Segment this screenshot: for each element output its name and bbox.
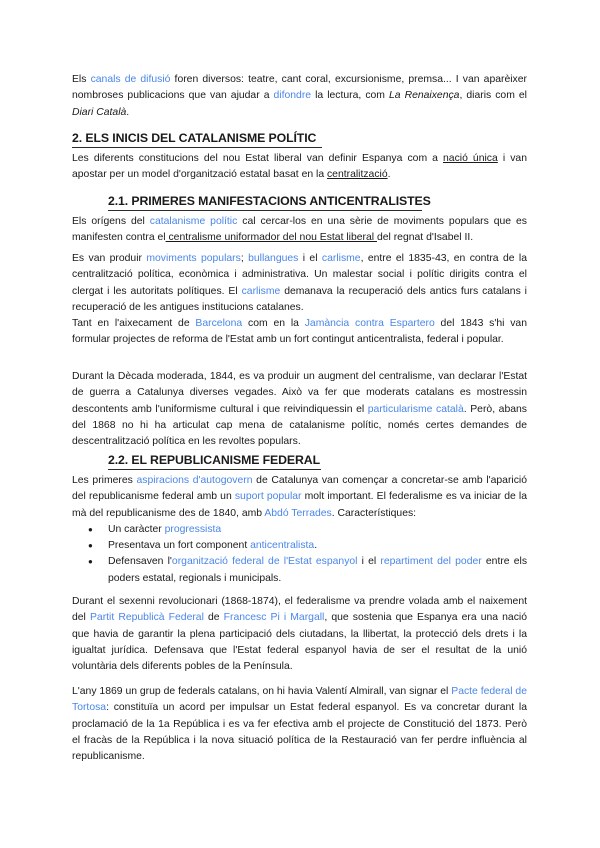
section-2-underline (72, 147, 322, 148)
link-abdo-terrades[interactable]: Abdó Terrades (264, 507, 332, 519)
link-bullangues[interactable]: bullangues (248, 253, 299, 264)
text-run: . Però, abans del 1868 no hi ha articulat cap mena de catalanisme polític, només certes demandes de descentralització política en les revoltes populars. (72, 403, 527, 448)
text-run: . Característiques: (331, 507, 417, 519)
link-francesc-pi-i-margall[interactable]: Francesc Pi i Margall (223, 612, 325, 624)
section-2-1-text-1 (72, 214, 527, 247)
link-repartiment-del-poder[interactable]: repartiment del poder (380, 556, 482, 568)
link-jamancia-contra-espartero[interactable]: Jamància contra Espartero (304, 318, 435, 330)
text-run: Durant el sexenni revolucionari (1868-1874), el federalisme va prendre volada amb el naixement del (72, 596, 527, 624)
link-partit-republica-federal[interactable]: Partit Republicà Federal (89, 612, 204, 624)
section-2-1-paragraph-1 (72, 214, 527, 247)
title-la-renaixenca: La Renaixença (388, 90, 460, 102)
section-2-heading: 2. ELS INICIS DEL CATALANISME POLÍTIC (72, 131, 317, 145)
intro-text (72, 72, 527, 121)
text-run: Tant en l'aixecament de (72, 318, 196, 330)
text-run: de (203, 612, 224, 624)
text-run: la lectura, com (311, 90, 389, 102)
text-run: Un caràcter (108, 523, 165, 535)
text-run: Els (72, 74, 91, 85)
section-2-2-text-2 (72, 594, 527, 675)
section-2-1-text-4 (72, 369, 527, 450)
link-barcelona[interactable]: Barcelona (195, 318, 243, 330)
text-run: molt important. El federalisme es va iniciar de la mà del republicanisme des de 1840, amb (72, 491, 527, 519)
text-run: Durant la Dècada moderada, 1844, es va produir un augment del centralisme, van declarar l'Estat de guerra a Catalunya diverses vegades. Això va fer que moderats catalans es mostressin descontents amb l'uniformisme cultural i que reivindiquessin el (72, 371, 527, 415)
link-canals-difusio[interactable]: canals de difusió (90, 74, 171, 85)
text-run: Les diferents constitucions del nou Estat liberal van definir Espanya com a (72, 153, 444, 164)
underlined-centralitzacio: centralització (326, 169, 388, 181)
text-run: : constituïa un acord per impulsar un Estat federal espanyol. Es va concretar durant la proclamació de la 1a República i es va fer efectiva amb el projecte de Constitució del 1873. Però el fracàs de la República i la nova situació política de la Restauració van fer perdre influència al republicanisme. (72, 702, 527, 763)
link-organitzacio-federal[interactable]: organització federal de l'Estat espanyol (171, 556, 358, 568)
text-run: del regnat d'Isabel II. (376, 232, 474, 244)
text-run: foren diversos: teatre, cant coral, excursionisme, premsa... I van aparèixer nombroses publicacions que van ajudar a (72, 74, 527, 102)
section-2-1-paragraph-2 (72, 251, 527, 349)
list-item (72, 554, 527, 587)
text-run: Els orígens del (72, 216, 150, 227)
text-run: i el (298, 253, 322, 264)
underlined-nacio-unica: nació única (443, 153, 498, 164)
section-2-2-paragraph-2 (72, 594, 527, 675)
text-run: com en la (242, 318, 305, 330)
text-run: Es van produir (72, 253, 147, 264)
section-2-2-underline (108, 469, 321, 470)
list-item (72, 522, 527, 538)
section-2-text (72, 151, 527, 184)
link-difondre[interactable]: difondre (273, 90, 312, 102)
section-2-2-text-1 (72, 473, 527, 522)
underlined-centralisme-uniformador: centralisme uniformador del nou Estat liberal (165, 232, 377, 244)
text-run: demanava la recuperació dels antics furs catalans i recuperació de les antigues institucions catalanes. (72, 285, 527, 313)
text-run: cal cercar-los en una sèrie de moviments populars que es manifesten contra el (72, 216, 527, 244)
link-anticentralista[interactable]: anticentralista (250, 540, 315, 552)
text-run: . (126, 106, 130, 118)
section-2-1-paragraph-4 (72, 369, 527, 450)
section-2-2-paragraph-1 (72, 473, 527, 587)
link-catalanisme-politic[interactable]: catalanisme polític (149, 216, 238, 227)
text-run: Presentava un fort component (108, 540, 251, 552)
link-progressista[interactable]: progressista (164, 523, 222, 535)
text-run: , diaris com el (459, 90, 527, 102)
text-run: del 1843 s'hi van formular projectes de reforma de l'Estat amb un fort contingut anticentralista, federal i popular. (72, 318, 527, 346)
text-run: ; (240, 253, 249, 264)
text-run: L'any 1869 un grup de federals catalans, on hi havia Valentí Almirall, van signar el (72, 686, 452, 697)
section-2-1-heading: 2.1. PRIMERES MANIFESTACIONS ANTICENTRALISTES (108, 194, 431, 208)
intro-paragraph (72, 72, 527, 121)
section-2-2-paragraph-3 (72, 684, 527, 765)
section-2-1-text-2 (72, 251, 527, 316)
characteristics-list (72, 522, 527, 587)
text-run: entre els poders estatal, regionals i municipals. (108, 556, 528, 584)
list-item (72, 538, 527, 554)
section-2-1-underline (108, 210, 422, 211)
title-diari-catala: Diari Català (72, 106, 127, 118)
section-2-1-text-3 (72, 316, 527, 349)
text-run: , que sostenia que Espanya era una nació que havia de garantir la plena participació dels ciutadans, la llibertat, la protecció dels drets i la igualtat jurídica. Defensava que l'Estat federal espanyol havia de ser el resultat de la unió voluntària dels diferents pobles de la Península. (72, 612, 527, 673)
text-run: i van apostar per un model d'organització estatal basat en la (72, 153, 527, 181)
link-carlisme-2[interactable]: carlisme (241, 285, 281, 297)
text-run: . (387, 169, 391, 181)
link-pacte-federal-tortosa[interactable]: Pacte federal de Tortosa (72, 686, 527, 714)
section-2-2-heading: 2.2. EL REPUBLICANISME FEDERAL (108, 453, 320, 467)
link-particularisme-catala[interactable]: particularisme català (367, 403, 464, 415)
text-run: Les primeres (72, 475, 137, 486)
link-aspiracions-autogovern[interactable]: aspiracions d'autogovern (136, 475, 253, 486)
text-run: Defensaven l' (108, 556, 172, 568)
text-run: de Catalunya van començar a concretar-se amb l'aparició del republicanisme federal amb un (72, 475, 527, 503)
link-carlisme[interactable]: carlisme (321, 253, 361, 264)
section-2-paragraph (72, 151, 527, 184)
text-run: . (314, 540, 318, 552)
text-run: , entre el 1835-43, en contra de la centralització política, econòmica i administrativa. Un malestar social i polític dirigits contra el clergat i les autoritats polítiques. El (72, 253, 527, 297)
section-2-2-text-3 (72, 684, 527, 765)
text-run: i el (357, 556, 381, 568)
link-suport-popular[interactable]: suport popular (234, 491, 302, 503)
link-moviments-populars[interactable]: moviments populars (146, 253, 241, 264)
